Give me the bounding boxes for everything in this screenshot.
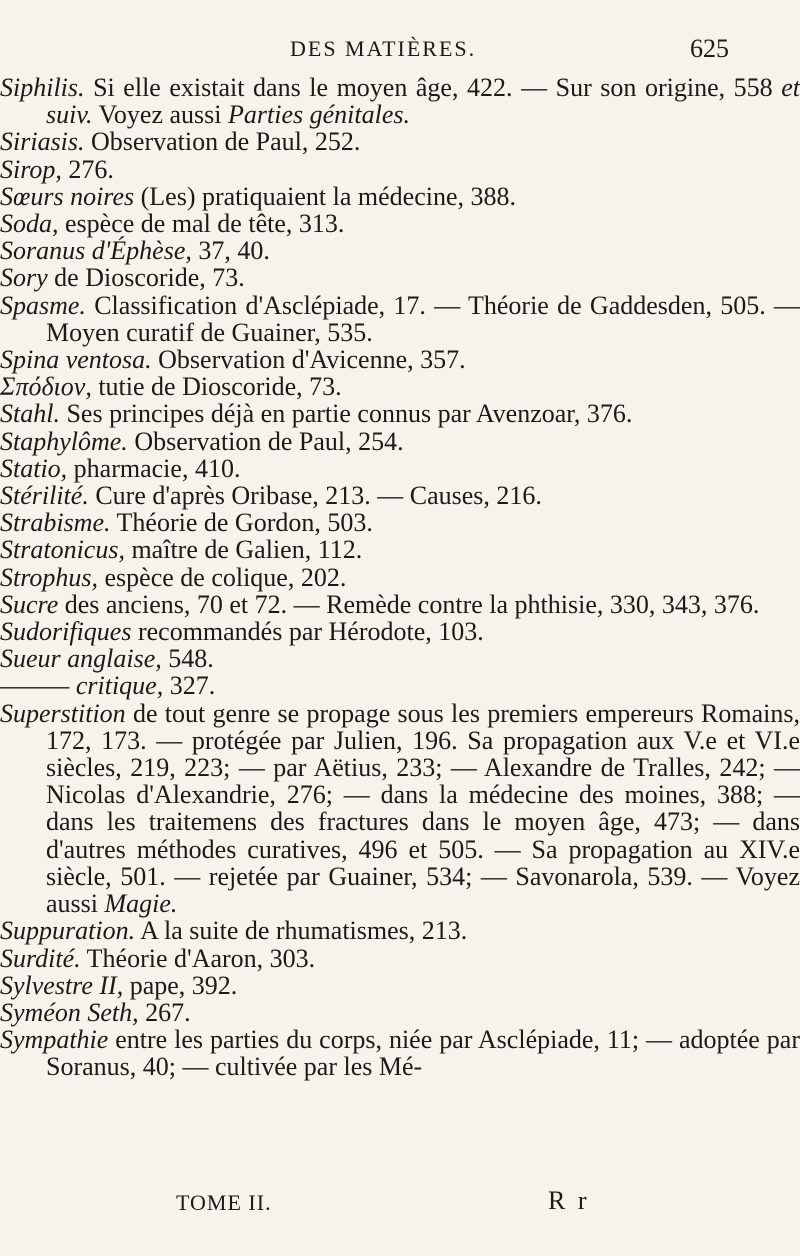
entry-text: tutie de Dioscoride, 73. bbox=[91, 372, 342, 402]
index-entry bbox=[0, 373, 800, 400]
entry-text: Théorie de Gordon, 503. bbox=[110, 508, 373, 538]
entry-term: Σπόδιον, bbox=[0, 372, 92, 402]
index-entry bbox=[0, 156, 800, 183]
entry-text: pape, 392. bbox=[123, 970, 238, 1000]
index-entry bbox=[0, 428, 800, 455]
entry-text: espèce de mal de tête, 313. bbox=[58, 209, 345, 239]
index-entry bbox=[0, 618, 800, 645]
entry-term: Strabisme. bbox=[0, 508, 111, 538]
index-entry bbox=[0, 183, 800, 210]
index-entry bbox=[0, 482, 800, 509]
entry-term: Sueur anglaise, bbox=[0, 644, 162, 674]
index-entry bbox=[0, 455, 800, 482]
index-entry bbox=[0, 128, 800, 155]
page-footer bbox=[0, 1186, 800, 1226]
entry-text: 276. bbox=[61, 154, 114, 184]
entry-text: 37, 40. bbox=[191, 236, 270, 266]
index-entry bbox=[0, 264, 800, 291]
index-entry bbox=[0, 564, 800, 591]
entry-term: Superstition bbox=[0, 698, 126, 728]
entry-text: maître de Galien, 112. bbox=[124, 535, 363, 565]
entry-text: Ses principes déjà en partie connus par Avenzoar, 376. bbox=[59, 399, 633, 429]
entry-text: 548. bbox=[161, 644, 214, 674]
index-entry bbox=[0, 237, 800, 264]
entry-text: espèce de colique, 202. bbox=[98, 562, 347, 592]
entry-term: Soda, bbox=[0, 209, 59, 239]
entry-term: Sucre bbox=[0, 589, 59, 619]
index-entry bbox=[0, 210, 800, 237]
entry-term: Statio, bbox=[0, 453, 68, 483]
index-entry bbox=[0, 999, 800, 1026]
index-entry bbox=[0, 645, 800, 672]
entry-text: (Les) pratiquaient la médecine, 388. bbox=[134, 181, 517, 211]
entry-text: de Dioscoride, 73. bbox=[47, 263, 245, 293]
index-entry bbox=[0, 292, 800, 346]
running-head bbox=[0, 32, 800, 68]
entry-term: Siphilis. bbox=[0, 73, 85, 102]
entry-term: et suiv. bbox=[46, 73, 800, 130]
entry-term: Sympathie bbox=[0, 1025, 109, 1055]
entry-text: pharmacie, 410. bbox=[67, 453, 241, 483]
index-entry bbox=[0, 672, 800, 699]
entry-text: Observation de Paul, 254. bbox=[127, 426, 404, 456]
entry-term: Soranus d'Éphèse, bbox=[0, 236, 192, 266]
entry-term: Parties génitales. bbox=[228, 100, 410, 130]
entry-term: Staphylôme. bbox=[0, 426, 128, 456]
entry-text: 267. bbox=[138, 997, 191, 1027]
entry-text: A la suite de rhumatismes, 213. bbox=[135, 916, 468, 946]
index-entry bbox=[0, 591, 800, 618]
entry-text: Observation de Paul, 252. bbox=[84, 127, 361, 157]
index-entries bbox=[0, 74, 800, 1081]
entry-text: des anciens, 70 et 72. — Remède contre la phthisie, 330, 343, 376. bbox=[58, 589, 760, 619]
entry-text: Voyez aussi bbox=[92, 100, 228, 130]
index-entry bbox=[0, 346, 800, 373]
entry-term: Sory bbox=[0, 263, 48, 293]
entry-term: Sœurs noires bbox=[0, 181, 135, 211]
entry-term: Surdité. bbox=[0, 943, 81, 973]
signature-mark: R r bbox=[548, 1186, 590, 1215]
page-number: 625 bbox=[690, 34, 729, 63]
entry-text: Classification d'Asclépiade, 17. — Théorie de Gaddesden, 505. — Moyen curatif de Guainer, 535. bbox=[46, 290, 800, 347]
entry-term: Spasme. bbox=[0, 290, 86, 320]
entry-term: Sudorifiques bbox=[0, 617, 132, 647]
entry-text: entre les parties du corps, niée par Asclépiade, 11; — adoptée par Soranus, 40; — cultivée par les Mé- bbox=[46, 1025, 800, 1082]
index-entry bbox=[0, 536, 800, 563]
running-title: DES MATIÈRES. bbox=[290, 36, 477, 61]
entry-term: Syméon Seth, bbox=[0, 997, 139, 1027]
entry-text: Théorie d'Aaron, 303. bbox=[80, 943, 316, 973]
index-entry bbox=[0, 1026, 800, 1080]
index-entry bbox=[0, 400, 800, 427]
entry-text: de tout genre se propage sous les premiers empereurs Romains, 172, 173. — protégée par Julien, 196. Sa propagation aux V.e et VI.e siècles, 219, 223; — par Aëtius, 233; — Alexandre de Tralles, 242; — Nicolas d'Alexandrie, 276; — dans la médecine des moines, 388; — dans les traitemens des fractures dans le moyen âge, 473; — dans d'autres méthodes curatives, 496 et 505. — Sa propagation au XIV.e siècle, 501. — rejetée par Guainer, 534; — Savonarola, 539. — Voyez aussi bbox=[46, 698, 800, 919]
index-entry bbox=[0, 700, 800, 918]
entry-term: Siriasis. bbox=[0, 127, 85, 157]
index-entry bbox=[0, 972, 800, 999]
entry-term: Spina ventosa. bbox=[0, 345, 152, 375]
volume-label: TOME II. bbox=[176, 1190, 272, 1215]
index-entry bbox=[0, 945, 800, 972]
index-entry bbox=[0, 74, 800, 128]
entry-term: Strophus, bbox=[0, 562, 98, 592]
entry-term: Sylvestre II, bbox=[0, 970, 124, 1000]
index-entry bbox=[0, 917, 800, 944]
index-entry bbox=[0, 509, 800, 536]
entry-text: Observation d'Avicenne, 357. bbox=[151, 345, 466, 375]
entry-text: Cure d'après Oribase, 213. — Causes, 216. bbox=[88, 481, 542, 511]
entry-term: Sirop, bbox=[0, 154, 62, 184]
entry-term: Suppuration. bbox=[0, 916, 136, 946]
entry-term: Stérilité. bbox=[0, 481, 89, 511]
entry-term: Stahl. bbox=[0, 399, 60, 429]
entry-term: ——— critique, bbox=[0, 671, 164, 701]
entry-text: Si elle existait dans le moyen âge, 422. — Sur son origine, 558 bbox=[84, 73, 782, 102]
entry-text: recommandés par Hérodote, 103. bbox=[131, 617, 484, 647]
entry-text: 327. bbox=[163, 671, 216, 701]
entry-term: Magie. bbox=[104, 889, 178, 919]
entry-term: Stratonicus, bbox=[0, 535, 125, 565]
